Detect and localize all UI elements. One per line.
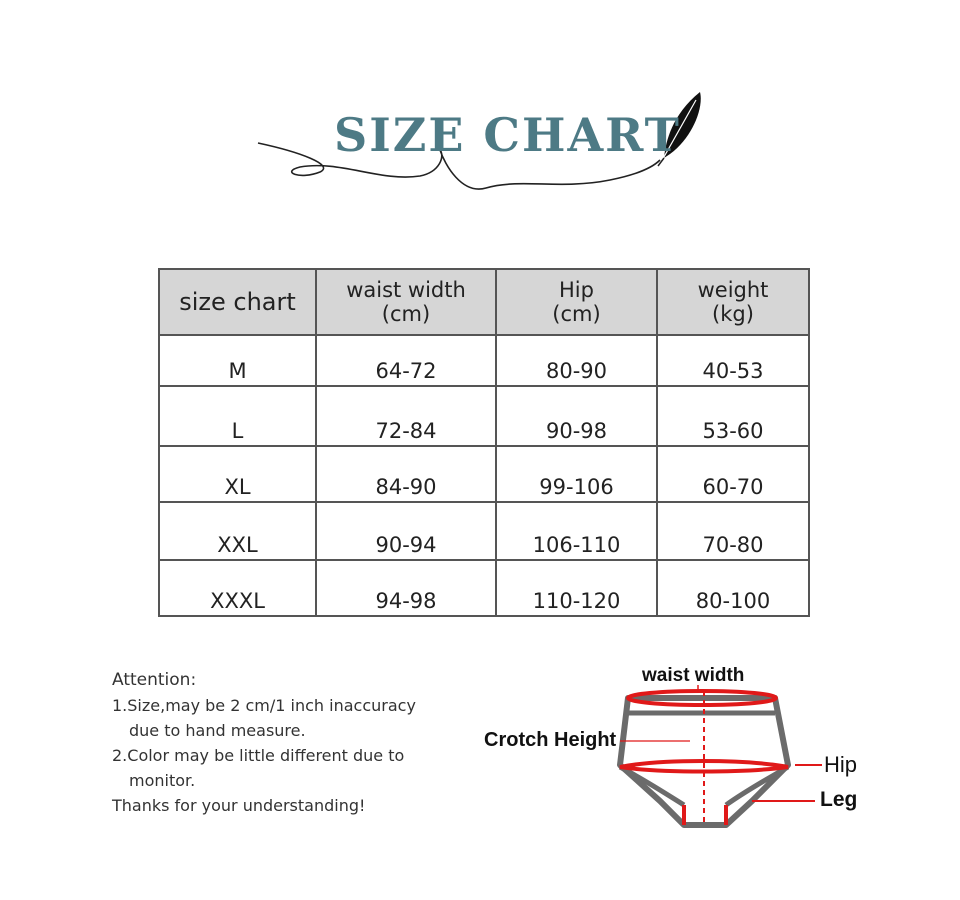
crotch-height-label: Crotch Height: [484, 729, 617, 751]
size-cell: L: [159, 386, 316, 446]
waist-cell: 72-84: [316, 386, 496, 446]
waist-width-label: waist width: [642, 665, 745, 686]
table-row: [159, 560, 809, 616]
waist-cell: 64-72: [316, 335, 496, 386]
waist-cell: 94-98: [316, 560, 496, 616]
waist-cell: 90-94: [316, 502, 496, 560]
weight-cell: 40-53: [657, 335, 809, 386]
header-hip: [496, 269, 657, 335]
hip-label: Hip: [824, 752, 858, 777]
header-label: size chart: [179, 288, 296, 316]
header-unit: (cm): [552, 302, 601, 326]
leg-label: Leg: [820, 788, 858, 811]
hip-cell: 110-120: [496, 560, 657, 616]
table-row: [159, 386, 809, 446]
thanks-note: Thanks for your understanding!: [112, 796, 366, 815]
hip-cell: 99-106: [496, 446, 657, 502]
weight-cell: 70-80: [657, 502, 809, 560]
header-label: Hip: [559, 278, 594, 302]
header-waist-width: [316, 269, 496, 335]
waist-cell: 84-90: [316, 446, 496, 502]
hip-cell: 90-98: [496, 386, 657, 446]
table-row: [159, 446, 809, 502]
table-header-row: [159, 269, 809, 335]
note-item-continued: due to hand measure.: [129, 721, 306, 740]
header-label: waist width: [346, 278, 466, 302]
attention-notes: [112, 668, 472, 818]
size-cell: XL: [159, 446, 316, 502]
hip-cell: 80-90: [496, 335, 657, 386]
size-cell: XXL: [159, 502, 316, 560]
header-unit: (cm): [381, 302, 431, 326]
weight-cell: 80-100: [657, 560, 809, 616]
size-chart-header: [0, 0, 960, 230]
weight-cell: 53-60: [657, 386, 809, 446]
table-row: [159, 502, 809, 560]
page-title: SIZE CHART: [334, 108, 681, 162]
note-item-continued: monitor.: [129, 771, 196, 790]
header-label: weight: [697, 278, 769, 302]
size-cell: M: [159, 335, 316, 386]
attention-heading: Attention:: [112, 670, 197, 690]
size-table: [158, 268, 810, 617]
note-item: 1.Size,may be 2 cm/1 inch inaccuracy: [112, 696, 416, 715]
weight-cell: 60-70: [657, 446, 809, 502]
header-unit: (kg): [712, 302, 754, 326]
header-weight: [657, 269, 809, 335]
header-size-chart: [159, 269, 316, 335]
note-item: 2.Color may be little different due to: [112, 746, 405, 765]
hip-cell: 106-110: [496, 502, 657, 560]
measurement-diagram: [470, 655, 890, 845]
table-row: [159, 335, 809, 386]
size-cell: XXXL: [159, 560, 316, 616]
